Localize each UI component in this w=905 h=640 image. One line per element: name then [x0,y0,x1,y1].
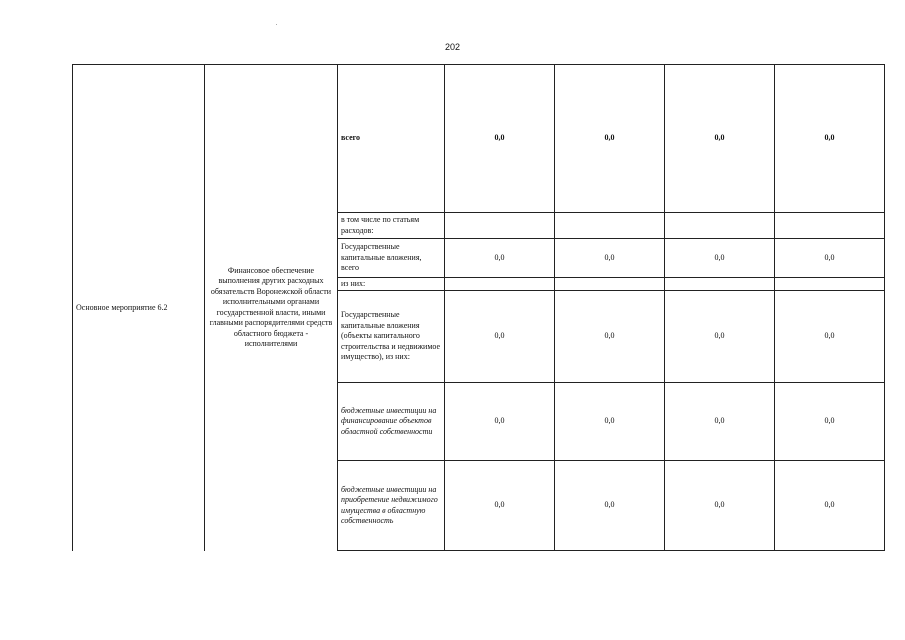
event-description: Финансовое обеспечение выполнения других расходных обязательств Воронежской области исполнительными органами государственной власти, иными главными распорядителями средств областного бюджета - исполнителями [205,65,338,551]
value-cell [555,278,665,291]
value-cell [555,213,665,239]
row-label: Государственные капитальные вложения, всего [338,239,445,278]
value-cell: 0,0 [665,291,775,383]
value-cell: 0,0 [665,65,775,213]
table-row [73,65,885,213]
value-cell: 0,0 [665,383,775,461]
value-cell: 0,0 [775,461,885,551]
value-cell [445,213,555,239]
value-cell: 0,0 [555,461,665,551]
value-cell: 0,0 [445,65,555,213]
value-cell [665,213,775,239]
row-label: всего [338,65,445,213]
value-cell: 0,0 [445,239,555,278]
value-cell: 0,0 [775,291,885,383]
value-cell: 0,0 [775,383,885,461]
row-label: бюджетные инвестиции на приобретение недвижимого имущества в областную собственность [338,461,445,551]
value-cell: 0,0 [445,383,555,461]
row-label: бюджетные инвестиции на финансирование объектов областной собственности [338,383,445,461]
value-cell: 0,0 [665,239,775,278]
page-number: 202 [444,42,461,52]
value-cell: 0,0 [775,239,885,278]
row-label: Государственные капитальные вложения (объекты капитального строительства и недвижимое имущество), из них: [338,291,445,383]
row-label: из них: [338,278,445,291]
value-cell: 0,0 [445,291,555,383]
value-cell: 0,0 [775,65,885,213]
value-cell: 0,0 [555,291,665,383]
budget-table [72,64,885,551]
value-cell: 0,0 [555,239,665,278]
value-cell: 0,0 [555,383,665,461]
scan-mark [276,24,277,25]
value-cell [445,278,555,291]
value-cell [665,278,775,291]
value-cell: 0,0 [555,65,665,213]
event-label: Основное мероприятие 6.2 [73,65,205,551]
value-cell [775,213,885,239]
value-cell: 0,0 [445,461,555,551]
row-label: в том числе по статьям расходов: [338,213,445,239]
value-cell: 0,0 [665,461,775,551]
value-cell [775,278,885,291]
